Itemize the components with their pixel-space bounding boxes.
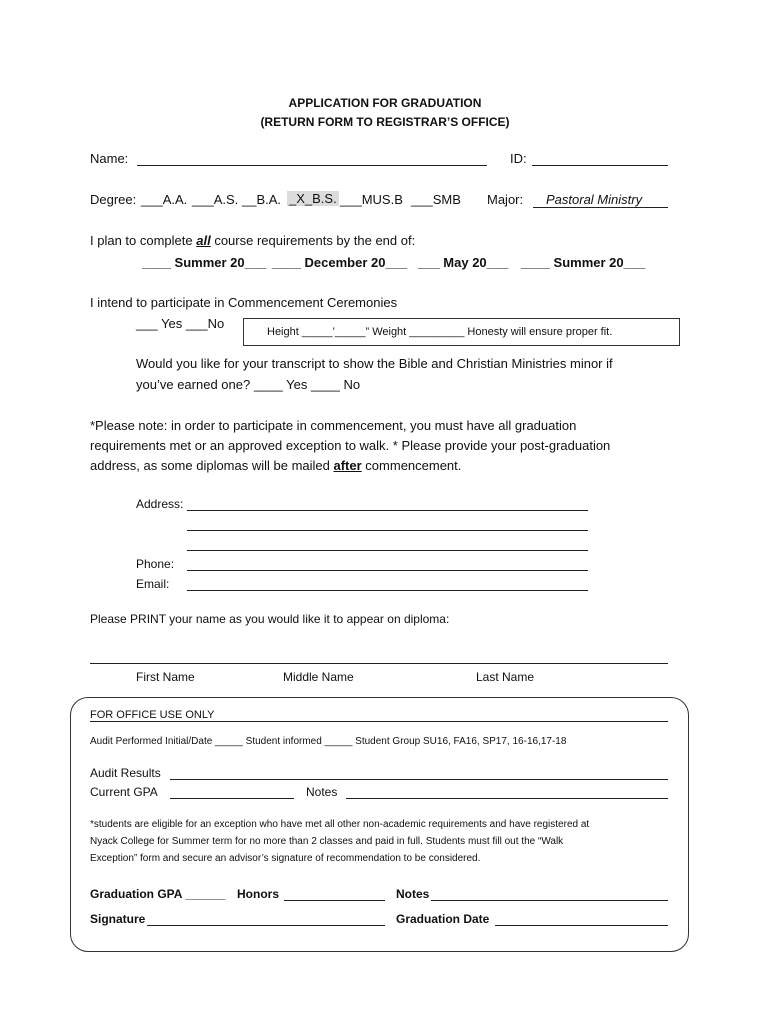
office-heading: FOR OFFICE USE ONLY bbox=[90, 709, 215, 721]
name-label: Name: bbox=[90, 151, 129, 166]
audit-results-label: Audit Results bbox=[90, 766, 161, 780]
address-field-3[interactable] bbox=[187, 550, 588, 551]
last-name-label: Last Name bbox=[476, 670, 535, 684]
major-value[interactable]: Pastoral Ministry bbox=[546, 192, 643, 207]
first-name-label: First Name bbox=[136, 670, 195, 684]
honors-label: Honors bbox=[237, 887, 279, 901]
name-field[interactable] bbox=[137, 165, 487, 166]
office-heading-rule bbox=[90, 721, 668, 722]
email-label: Email: bbox=[136, 577, 170, 591]
diploma-name-field[interactable] bbox=[90, 663, 668, 664]
grad-date-label: Graduation Date bbox=[396, 912, 490, 926]
degree-label: Degree: bbox=[90, 192, 137, 207]
id-label: ID: bbox=[510, 151, 527, 166]
grad-date-field[interactable] bbox=[495, 925, 668, 926]
phone-field[interactable] bbox=[187, 570, 588, 571]
note-line-1: *Please note: in order to participate in commencement, you must have all graduation bbox=[90, 418, 577, 433]
address-label: Address: bbox=[136, 497, 184, 511]
degree-option-as[interactable]: ___A.S. bbox=[192, 192, 239, 207]
fit-info-text[interactable]: Height _____’_____” Weight _________ Honesty will ensure proper fit. bbox=[267, 326, 613, 338]
exception-note-2: Nyack College for Summer term for no more than 2 classes and paid in full. Students must fill out the “Walk bbox=[90, 836, 564, 847]
degree-option-aa[interactable]: ___A.A. bbox=[141, 192, 188, 207]
plan-emphasis: all bbox=[196, 233, 211, 248]
notes-label: Notes bbox=[306, 785, 338, 799]
form-title: APPLICATION FOR GRADUATION bbox=[288, 96, 482, 110]
id-field[interactable] bbox=[532, 165, 668, 166]
audit-results-field[interactable] bbox=[170, 779, 668, 780]
note-line-2: requirements met or an approved exception to walk. * Please provide your post-graduation bbox=[90, 438, 611, 453]
notes-field[interactable] bbox=[346, 798, 668, 799]
form-subtitle: (RETURN FORM TO REGISTRAR’S OFFICE) bbox=[260, 115, 510, 129]
notes2-field[interactable] bbox=[431, 900, 668, 901]
signature-field[interactable] bbox=[147, 925, 385, 926]
honors-field[interactable] bbox=[284, 900, 385, 901]
term-december[interactable]: ____ December 20___ bbox=[272, 255, 408, 270]
ceremony-yes-no[interactable]: ___ Yes ___No bbox=[136, 316, 225, 331]
plan-statement: I plan to complete all course requirements by the end of: bbox=[90, 233, 416, 248]
exception-note-3: Exception” form and secure an advisor’s signature of recommendation to be considered. bbox=[90, 853, 481, 864]
transcript-question: Would you like for your transcript to show the Bible and Christian Ministries minor if bbox=[136, 356, 613, 371]
middle-name-label: Middle Name bbox=[283, 670, 354, 684]
notes2-label: Notes bbox=[396, 887, 430, 901]
ceremony-intro: I intend to participate in Commencement Ceremonies bbox=[90, 295, 398, 310]
degree-option-musb[interactable]: ___MUS.B bbox=[340, 192, 403, 207]
degree-option-bs-checked[interactable]: _X_B.S. bbox=[289, 191, 337, 206]
major-label: Major: bbox=[487, 192, 524, 207]
audit-line[interactable]: Audit Performed Initial/Date _____ Student informed _____ Student Group SU16, FA16, SP17, 16-16,17-18 bbox=[90, 736, 567, 747]
term-summer-2[interactable]: ____ Summer 20___ bbox=[521, 255, 646, 270]
degree-option-smb[interactable]: ___SMB bbox=[411, 192, 461, 207]
degree-option-ba[interactable]: __B.A. bbox=[242, 192, 282, 207]
email-field[interactable] bbox=[187, 590, 588, 591]
address-field-2[interactable] bbox=[187, 530, 588, 531]
current-gpa-field[interactable] bbox=[170, 798, 294, 799]
exception-note-1: *students are eligible for an exception who have met all other non-academic requirements and have registered at bbox=[90, 819, 590, 830]
diploma-instruction: Please PRINT your name as you would like it to appear on diploma: bbox=[90, 612, 450, 626]
term-may[interactable]: ___ May 20___ bbox=[418, 255, 509, 270]
fit-info-box bbox=[243, 318, 680, 346]
phone-label: Phone: bbox=[136, 557, 175, 571]
note-line-3: address, as some diplomas will be mailed after commencement. bbox=[90, 458, 462, 473]
current-gpa-label: Current GPA bbox=[90, 785, 158, 799]
grad-gpa-label[interactable]: Graduation GPA ______ bbox=[90, 887, 226, 901]
address-field-1[interactable] bbox=[187, 510, 588, 511]
term-summer-1[interactable]: ____ Summer 20___ bbox=[142, 255, 267, 270]
signature-label: Signature bbox=[90, 912, 146, 926]
transcript-answer[interactable]: you’ve earned one? ____ Yes ____ No bbox=[136, 377, 361, 392]
note-emphasis: after bbox=[333, 458, 362, 473]
major-field-line bbox=[533, 207, 668, 208]
